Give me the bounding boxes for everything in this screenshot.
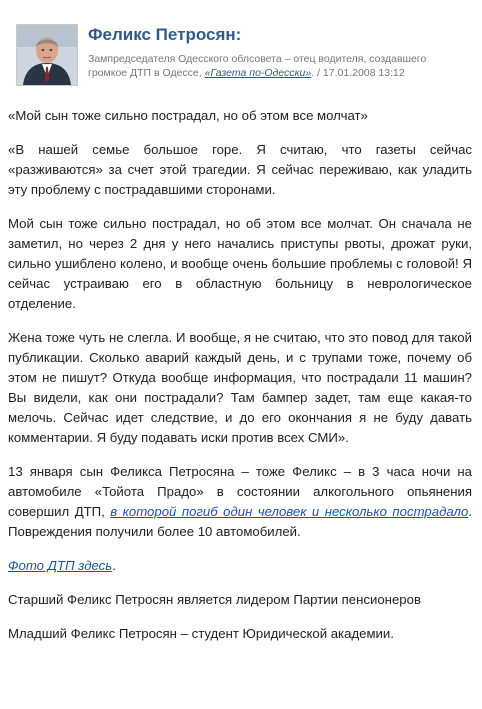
- lead-quote: «Мой сын тоже сильно пострадал, но об этом все молчат»: [8, 108, 368, 123]
- header-text: [88, 24, 468, 80]
- paragraph-6: Старший Феликс Петросян является лидером Партии пенсионеров: [8, 592, 421, 607]
- paragraph-4: [8, 462, 472, 542]
- photo-paragraph-tail: .: [112, 558, 116, 573]
- photo-paragraph: [8, 556, 472, 576]
- person-name: Феликс Петросян:: [88, 25, 242, 44]
- person-portrait-icon: [16, 24, 78, 86]
- article-meta: [88, 52, 468, 80]
- paragraph-3: Жена тоже чуть не слегла. И вообще, я не считаю, что это повод для такой публикации. Сколько аварий каждый день, и с трупами тоже, почему об этом не пишут? Откуда вообще информация, что пострадали 11 машин? Вы видели, как они пострадали? Там бампер задет, там еще какая-то мелочь. Сейчас идет следствие, и до его окончания я не буду давать комментарии. Я буду подавать иски против всех СМИ».: [8, 330, 472, 445]
- meta-description: Зампредседателя Одесского облсовета – отец водителя, создавшего громкое ДТП в Одессе,: [88, 53, 427, 79]
- paragraph-1: «В нашей семье большое горе. Я считаю, что газеты сейчас «разживаются» за счет этой трагедии. Я сейчас переживаю, как уладить эту проблему с пострадавшими сторонами.: [8, 142, 472, 197]
- paragraph-4-tail: . Повреждения получили более 10 автомобилей.: [8, 504, 472, 539]
- article-body: [8, 106, 472, 644]
- paragraph-7: Младший Феликс Петросян – студент Юридической академии.: [8, 626, 394, 641]
- accident-details-link[interactable]: в которой погиб один человек и несколько пострадало: [110, 504, 469, 519]
- photo-link[interactable]: Фото ДТП здесь: [8, 558, 113, 573]
- source-link[interactable]: «Газета по-Одесски»: [204, 67, 312, 79]
- meta-date: . / 17.01.2008 13:12: [311, 67, 405, 79]
- paragraph-4-text: 13 января сын Феликса Петросяна – тоже Феликс – в 3 часа ночи на автомобиле «Тойота Прадо» в состоянии алкогольного опьянения совершил ДТП,: [8, 464, 472, 519]
- paragraph-2: Мой сын тоже сильно пострадал, но об этом все молчат. Он сначала не заметил, но через 2 дня у него начались приступы рвоты, дрожат руки, сильно ушиблено колено, и вообще очень большие проблемы с головой! Я сейчас устраиваю его в областную больницу в неврологическое отделение.: [8, 216, 472, 311]
- article-header: [8, 0, 472, 92]
